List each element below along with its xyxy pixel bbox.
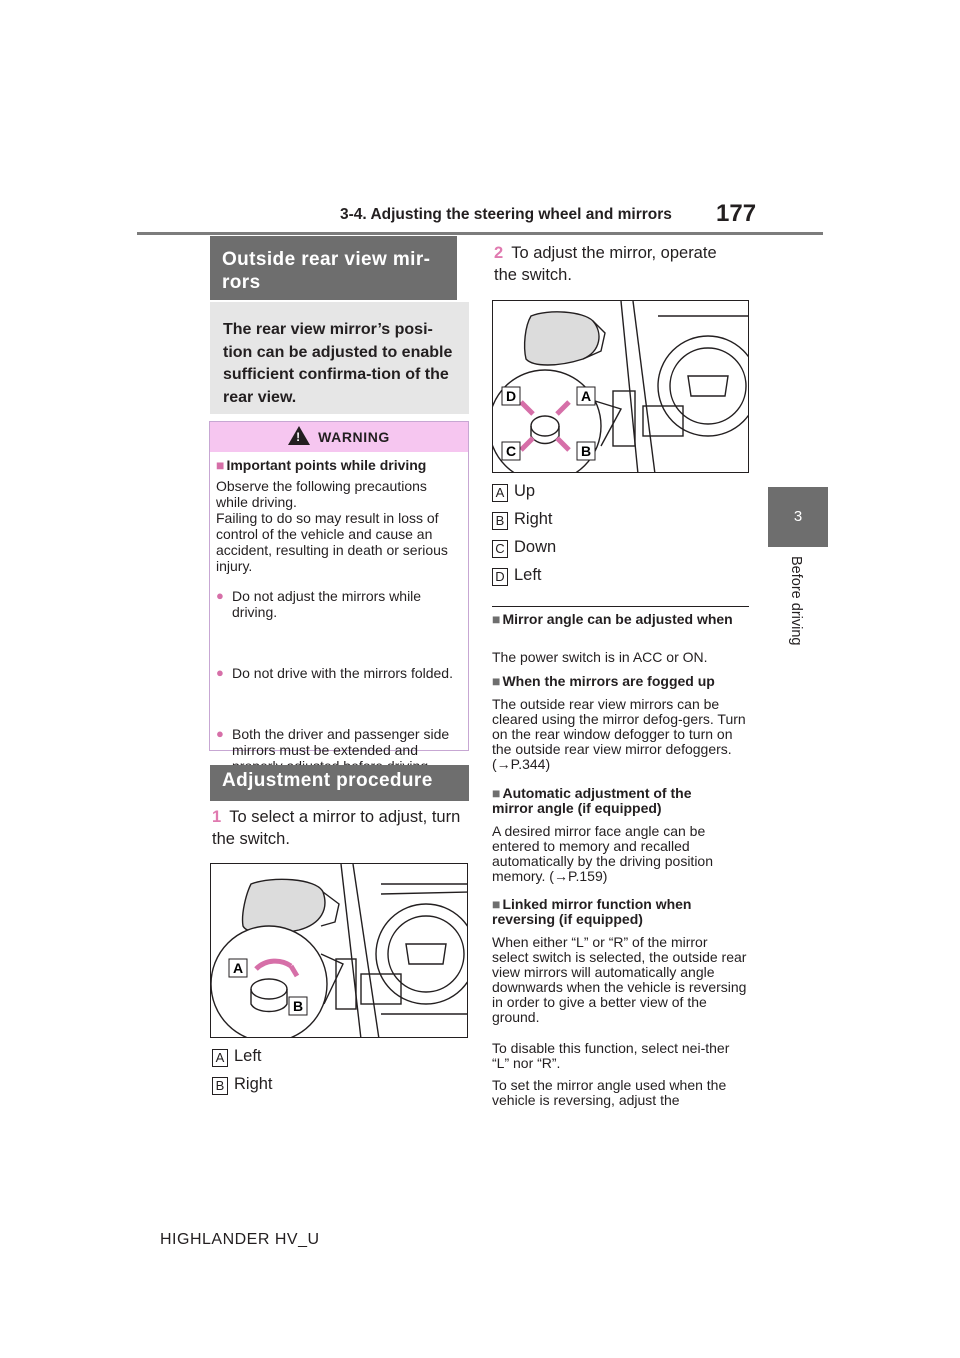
figure-label: A [232, 960, 244, 976]
warning-subheading: ■ Important points while driving [216, 457, 461, 473]
note-body: The outside rear view mirrors can be cleared using the mirror defog-gers. Turn on the rear window defogger to turn on the outside rear view mirror defoggers. (→P.344) [492, 696, 746, 772]
page-number: 177 [716, 200, 757, 227]
legend-text: Left [514, 566, 542, 584]
legend-item [492, 537, 556, 558]
footer-model: HIGHLANDER HV_U [160, 1231, 320, 1248]
step-2 [494, 243, 744, 286]
note-heading: ■ Mirror angle can be adjusted when [492, 612, 742, 627]
step-1 [212, 807, 462, 850]
section-heading-outside-mirrors: Outside rear view mir-rors [210, 236, 457, 300]
note-body: To set the mirror angle used when the vehicle is reversing, adjust the [492, 1077, 727, 1108]
section-summary: The rear view mirror’s posi-tion can be adjusted to enable sufficient confirma-tion of the rear view. [210, 302, 469, 414]
legend-key: A [212, 1049, 228, 1067]
figure-mirror-select-switch [210, 863, 468, 1038]
warning-intro: Observe the following precautions while driving. [216, 478, 427, 510]
note-body: When either “L” or “R” of the mirror select switch is selected, the outside rear view mirrors will automatically angle downwards when the vehicle is reversing in order to give a better view of the ground. [492, 934, 747, 1025]
mirror-adjust-illustration [493, 301, 749, 473]
legend-key: B [492, 512, 508, 530]
figure-mirror-adjust-switch [492, 300, 749, 473]
step-number: 1 [212, 808, 222, 826]
header-divider [137, 232, 823, 235]
legend-text: Up [514, 482, 536, 500]
chapter-label: Before driving [788, 556, 804, 646]
note-heading: ■ Automatic adjustment of the mirror angle (if equipped) [492, 786, 732, 816]
step-text: To adjust the mirror, operate the switch. [494, 244, 717, 284]
note-body: The power switch is in ACC or ON. [492, 649, 708, 665]
notes-divider [492, 606, 749, 607]
warning-box [209, 421, 469, 758]
legend-item [212, 1074, 273, 1095]
figure-label: A [580, 388, 592, 404]
figure-label: C [505, 443, 517, 459]
warning-title-text: WARNING [318, 429, 390, 445]
note-body: A desired mirror face angle can be entered to memory and recalled automatically by the driving position memory. (→P.159) [492, 823, 714, 884]
section-divider [210, 799, 469, 801]
note-body: To disable this function, select nei-ther “L” nor “R”. [492, 1040, 730, 1071]
step-text: To select a mirror to adjust, turn the switch. [212, 808, 461, 848]
header-section-title: 3-4. Adjusting the steering wheel and mirrors [340, 206, 672, 223]
legend-item [492, 509, 553, 530]
section-heading-adjustment: Adjustment procedure [210, 765, 469, 799]
figure-label: B [292, 998, 304, 1014]
legend-item [212, 1046, 262, 1067]
legend-text: Left [234, 1047, 262, 1065]
note-heading: ■ When the mirrors are fogged up [492, 674, 752, 689]
warning-title [210, 422, 468, 452]
legend-text: Right [234, 1075, 273, 1093]
legend-key: C [492, 540, 508, 558]
legend-text: Right [514, 510, 553, 528]
figure-label: D [505, 388, 517, 404]
warning-bullet: ● Both the driver and passenger side mirrors must be extended and [216, 726, 462, 774]
warning-intro-2: Failing to do so may result in loss of control of the vehicle and cause an accident, resulting in death or serious injury. [216, 510, 448, 574]
mirror-select-illustration [211, 864, 468, 1038]
legend-key: D [492, 568, 508, 586]
warning-bullet: ● Do not drive with the mirrors folded. [216, 665, 462, 681]
legend-key: B [212, 1077, 228, 1095]
legend-text: Down [514, 538, 557, 556]
legend-item [492, 481, 535, 502]
step-number: 2 [494, 244, 504, 262]
chapter-tab: 3 [768, 487, 828, 547]
legend-key: A [492, 484, 508, 502]
figure-label: B [580, 443, 592, 459]
legend-item [492, 565, 542, 586]
warning-triangle-icon [288, 426, 310, 445]
note-heading: ■ Linked mirror function when reversing (if equipped) [492, 897, 732, 927]
warning-bullet: ● Do not adjust the mirrors while driving. [216, 588, 462, 620]
